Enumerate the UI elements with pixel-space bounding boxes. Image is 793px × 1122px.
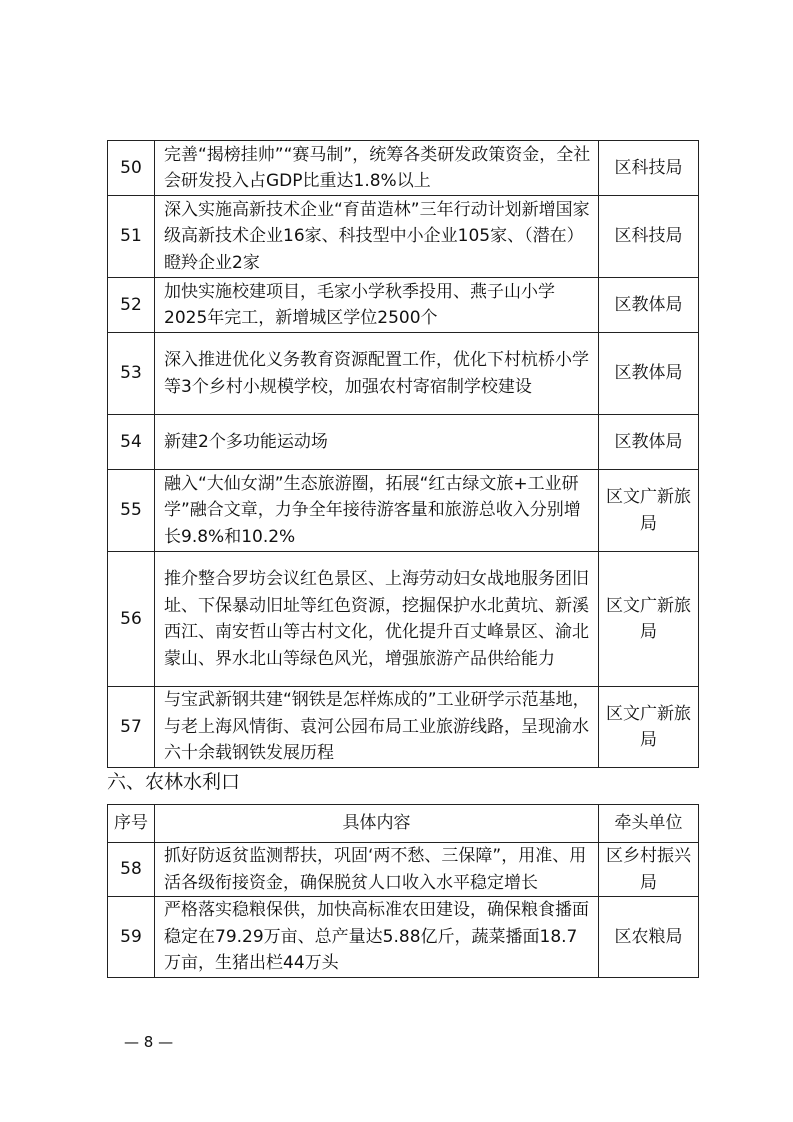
row-content: 新建2个多功能运动场 (155, 415, 599, 470)
row-content: 严格落实稳粮保供，加快高标准农田建设，确保粮食播面稳定在79.29万亩、总产量达5.88亿斤，蔬菜播面18.7万亩，生猪出栏44万头 (155, 897, 599, 978)
table-row (108, 687, 699, 768)
row-content: 与宝武新钢共建“钢铁是怎样炼成的”工业研学示范基地，与老上海风情街、袁河公园布局工业旅游线路，呈现渝水六十余载钢铁发展历程 (155, 687, 599, 768)
row-number: 55 (108, 470, 155, 552)
row-lead-unit: 区教体局 (599, 278, 699, 333)
row-content: 抓好防返贫监测帮扶，巩固‘两不愁、三保障”，用准、用活各级衔接资金，确保脱贫人口收入水平稳定增长 (155, 843, 599, 897)
table-row (108, 333, 699, 415)
table-row (108, 897, 699, 978)
row-number: 53 (108, 333, 155, 415)
row-number: 57 (108, 687, 155, 768)
row-lead-unit: 区文广新旅局 (599, 687, 699, 768)
row-number: 59 (108, 897, 155, 978)
table-row (108, 843, 699, 897)
row-lead-unit: 区文广新旅局 (599, 470, 699, 552)
row-content: 融入“大仙女湖”生态旅游圈，拓展“红古绿文旅+工业研学”融合文章，力争全年接待游客量和旅游总收入分别增长9.8%和10.2% (155, 470, 599, 552)
table-row (108, 470, 699, 552)
header-lead-unit: 牵头单位 (599, 805, 699, 843)
row-content: 推介整合罗坊会议红色景区、上海劳动妇女战地服务团旧址、下保暴动旧址等红色资源，挖掘保护水北黄坑、新溪西江、南安哲山等古村文化，优化提升百丈峰景区、渝北蒙山、界水北山等绿色风光，增强旅游产品供给能力 (155, 552, 599, 687)
row-lead-unit: 区教体局 (599, 333, 699, 415)
row-lead-unit: 区科技局 (599, 141, 699, 196)
table-row (108, 552, 699, 687)
page-number: — 8 — (124, 1033, 174, 1051)
header-number: 序号 (108, 805, 155, 843)
row-number: 50 (108, 141, 155, 196)
row-number: 51 (108, 196, 155, 278)
row-content: 加快实施校建项目，毛家小学秋季投用、燕子山小学2025年完工，新增城区学位2500个 (155, 278, 599, 333)
table-row (108, 196, 699, 278)
table-header-row (108, 805, 699, 843)
row-lead-unit: 区文广新旅局 (599, 552, 699, 687)
task-table-continued (107, 140, 699, 768)
row-lead-unit: 区教体局 (599, 415, 699, 470)
row-content: 完善“揭榜挂帅”“赛马制”，统筹各类研发政策资金，全社会研发投入占GDP比重达1.8%以上 (155, 141, 599, 196)
table-row (108, 278, 699, 333)
row-number: 52 (108, 278, 155, 333)
row-content: 深入实施高新技术企业“育苗造林”三年行动计划新增国家级高新技术企业16家、科技型中小企业105家、（潜在）瞪羚企业2家 (155, 196, 599, 278)
table-row (108, 141, 699, 196)
row-number: 58 (108, 843, 155, 897)
row-number: 56 (108, 552, 155, 687)
section-heading: 六、农林水利口 (107, 771, 241, 793)
header-content: 具体内容 (155, 805, 599, 843)
row-lead-unit: 区科技局 (599, 196, 699, 278)
row-content: 深入推进优化义务教育资源配置工作，优化下村杭桥小学等3个乡村小规模学校，加强农村寄宿制学校建设 (155, 333, 599, 415)
table-row (108, 415, 699, 470)
row-lead-unit: 区农粮局 (599, 897, 699, 978)
agriculture-task-table (107, 804, 699, 978)
row-number: 54 (108, 415, 155, 470)
row-lead-unit: 区乡村振兴局 (599, 843, 699, 897)
